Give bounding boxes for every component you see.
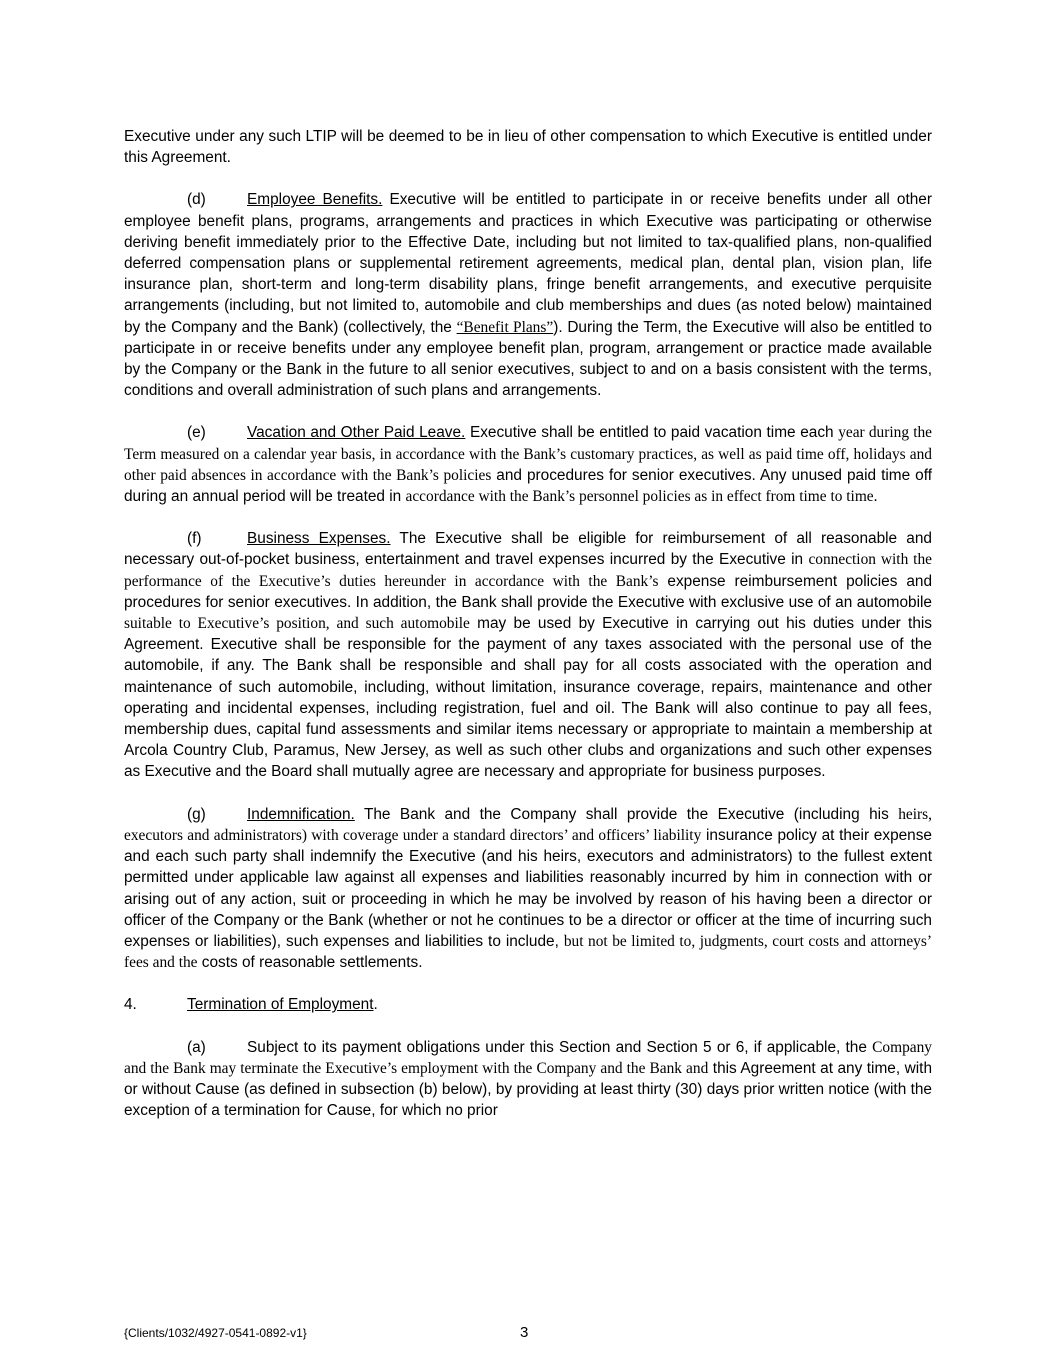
paragraph-text: insurance policy at their expense and each such party shall indemnify the Executive (and his heirs, executors and administrators) to the fullest extent permitted under applicable law against all expenses and liabilities reasonably incurred by him in connection with or arising out of any action, suit or proceeding in which he may be involved by reason of his having been a director or officer of the Company or the Bank (whether or not he continues to be a director or officer at the time of incurring such expenses or liabilities), such expenses and liabilities to include,	[124, 826, 932, 950]
section-heading-termination	[124, 994, 932, 1015]
paragraph-indemnification	[124, 804, 932, 974]
paragraph-heading: Vacation and Other Paid Leave.	[247, 424, 466, 442]
document-body	[124, 126, 932, 1142]
paragraph-text: and procedures for senior executives. Any unused paid time off during an annual period will be treated in	[124, 466, 932, 506]
paragraph-text: year during the Term measured on a calendar year basis, in accordance with the Bank’s customary practices, as well as paid time off, holidays and other paid absences in accordance with the Bank’s policies	[124, 424, 932, 484]
page-number: 3	[520, 1324, 529, 1341]
paragraph-heading: Indemnification.	[247, 805, 355, 823]
paragraph-text: but not be limited to, judgments, court costs and attorneys’ fees and the	[124, 932, 932, 972]
paragraph-heading: Business Expenses.	[247, 530, 391, 548]
defined-term: “Benefit Plans”	[456, 318, 554, 336]
paragraph-label: (d)	[187, 191, 206, 209]
paragraph-heading: Employee Benefits.	[247, 191, 383, 209]
paragraph-text: accordance with the Bank’s personnel policies as in effect from time to time.	[405, 488, 878, 506]
paragraph-text: Executive shall be entitled to paid vacation time each	[465, 424, 839, 442]
paragraph-label: (a)	[187, 1038, 206, 1056]
paragraph-label: (e)	[187, 424, 206, 442]
section-title-punctuation: .	[373, 996, 378, 1014]
paragraph-vacation-leave	[124, 422, 932, 507]
paragraph-text: costs of reasonable settlements.	[197, 954, 423, 972]
continuation-paragraph: Executive under any such LTIP will be deemed to be in lieu of other compensation to which Executive is entitled under this Agreement.	[124, 128, 932, 167]
footer-document-id: {Clients/1032/4927-0541-0892-v1}	[124, 1326, 307, 1340]
paragraph-employee-benefits	[124, 189, 932, 401]
paragraph-text: Subject to its payment obligations under this Section and Section 5 or 6, if applicable, the	[247, 1038, 873, 1056]
paragraph-termination-a	[124, 1037, 932, 1122]
paragraph-text: connection with the performance of the Executive’s duties hereunder in accordance with the Bank’s	[124, 551, 932, 590]
paragraph-text: this Agreement at any time, with or without Cause (as defined in subsection (b) below), by providing at least thirty (30) days prior written notice (with the exception of a termination for Cause, for which no prior	[124, 1059, 932, 1120]
paragraph-label: (f)	[187, 530, 202, 548]
paragraph-text: The Executive shall be eligible for reimbursement of all reasonable and necessary out-of-pocket business, entertainment and travel expenses incurred by the Executive in	[124, 530, 932, 569]
paragraph-label: (g)	[187, 805, 206, 823]
paragraph-text: The Bank and the Company shall provide the Executive (including his	[354, 805, 899, 823]
paragraph-text: Company and the Bank may terminate the Executive’s employment with the Company and the Bank and	[124, 1038, 932, 1077]
paragraph-text: expense reimbursement policies and procedures for senior executives. In addition, the Bank shall provide the Executive with exclusive use of an automobile	[124, 572, 933, 611]
paragraph-text: heirs, executors and administrators) with coverage under a standard directors’ and officers’ liability	[124, 805, 932, 844]
paragraph-text: ). During the Term, the Executive will also be entitled to participate in or receive benefits under any employee benefit plan, program, arrangement or practice made available by the Company or the Bank in the future to all senior executives, subject to and on a basis consistent with the terms, conditions and overall administration of such plans and arrangements.	[124, 318, 932, 400]
section-number: 4.	[124, 996, 137, 1014]
paragraph-text: suitable to Executive’s position, and such automobile	[124, 615, 470, 633]
paragraph-business-expenses	[124, 528, 932, 782]
section-title: Termination of Employment	[187, 996, 374, 1014]
paragraph-text: Executive will be entitled to participate in or receive benefits under all other employee benefit plans, programs, arrangements and practices in which Executive was participating or otherwise deriving benefit immediately prior to the Effective Date, including but not limited to tax-qualified plans, non-qualified deferred compensation plans or supplemental retirement agreements, medical plan, dental plan, vision plan, life insurance plan, short-term and long-term disability plans, fringe benefit arrangements, and executive perquisite arrangements (including, but not limited to, automobile and club memberships and dues (as noted below) maintained by the Company and the Bank) (collectively, the	[124, 191, 932, 336]
paragraph-text: may be used by Executive in carrying out his duties under this Agreement. Executive shall be responsible for the payment of any taxes associated with the personal use of the automobile, if any. The Bank shall be responsible and shall pay for all costs associated with the operation and maintenance of such automobile, including, without limitation, insurance coverage, repairs, maintenance and other operating and incidental expenses, including registration, fuel and oil. The Bank will also continue to pay all fees, membership dues, capital fund assessments and similar items necessary or appropriate to maintain a membership at Arcola Country Club, Paramus, New Jersey, as well as such other clubs and organizations and such other expenses as Executive and the Board shall mutually agree are necessary and appropriate for business purposes.	[124, 615, 932, 781]
